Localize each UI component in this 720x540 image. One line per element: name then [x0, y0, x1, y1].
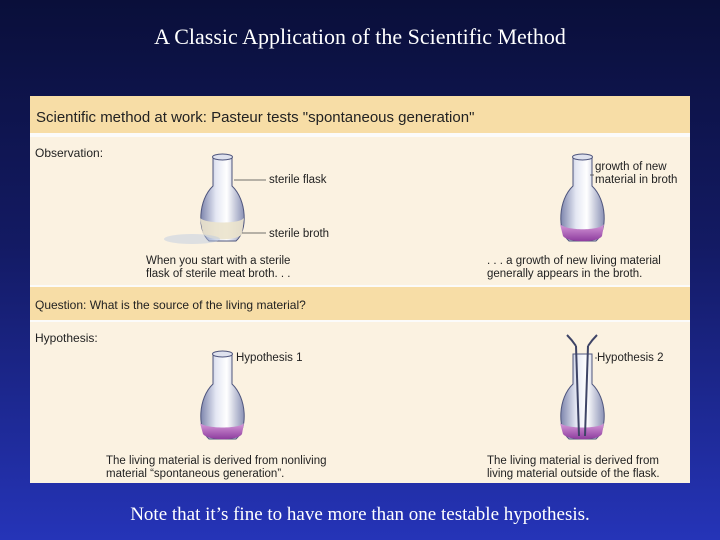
- hypothesis2-label: Hypothesis 2: [597, 352, 664, 364]
- figure-title: Scientific method at work: Pasteur tests "spontaneous generation": [36, 109, 475, 126]
- hypothesis2-flask-icon: [560, 335, 604, 439]
- sterile-flask-icon: [164, 154, 266, 244]
- slide-title: A Classic Application of the Scientific Method: [154, 24, 566, 49]
- sterile-flask-label: sterile flask: [269, 174, 327, 186]
- hypothesis2-caption: The living material is derived from living material outside of the flask.: [487, 455, 660, 480]
- flask-illustrations: [30, 96, 690, 483]
- growth-label: growth of new material in broth: [595, 161, 678, 186]
- pasteur-figure: [30, 96, 690, 483]
- slide-note: Note that it’s fine to have more than one testable hypothesis.: [130, 504, 590, 525]
- sterile-broth-label: sterile broth: [269, 228, 330, 240]
- hypothesis-label: Hypothesis:: [35, 331, 98, 345]
- question-text: Question: What is the source of the living material?: [35, 298, 306, 312]
- observation-label: Observation:: [35, 146, 104, 160]
- hypothesis1-label: Hypothesis 1: [236, 352, 303, 364]
- hypothesis1-caption: The living material is derived from nonliving material “spontaneous generation”.: [106, 455, 327, 480]
- observation-caption-left: When you start with a sterile flask of sterile meat broth. . .: [146, 255, 291, 280]
- observation-caption-right: . . . a growth of new living material generally appears in the broth.: [487, 255, 661, 280]
